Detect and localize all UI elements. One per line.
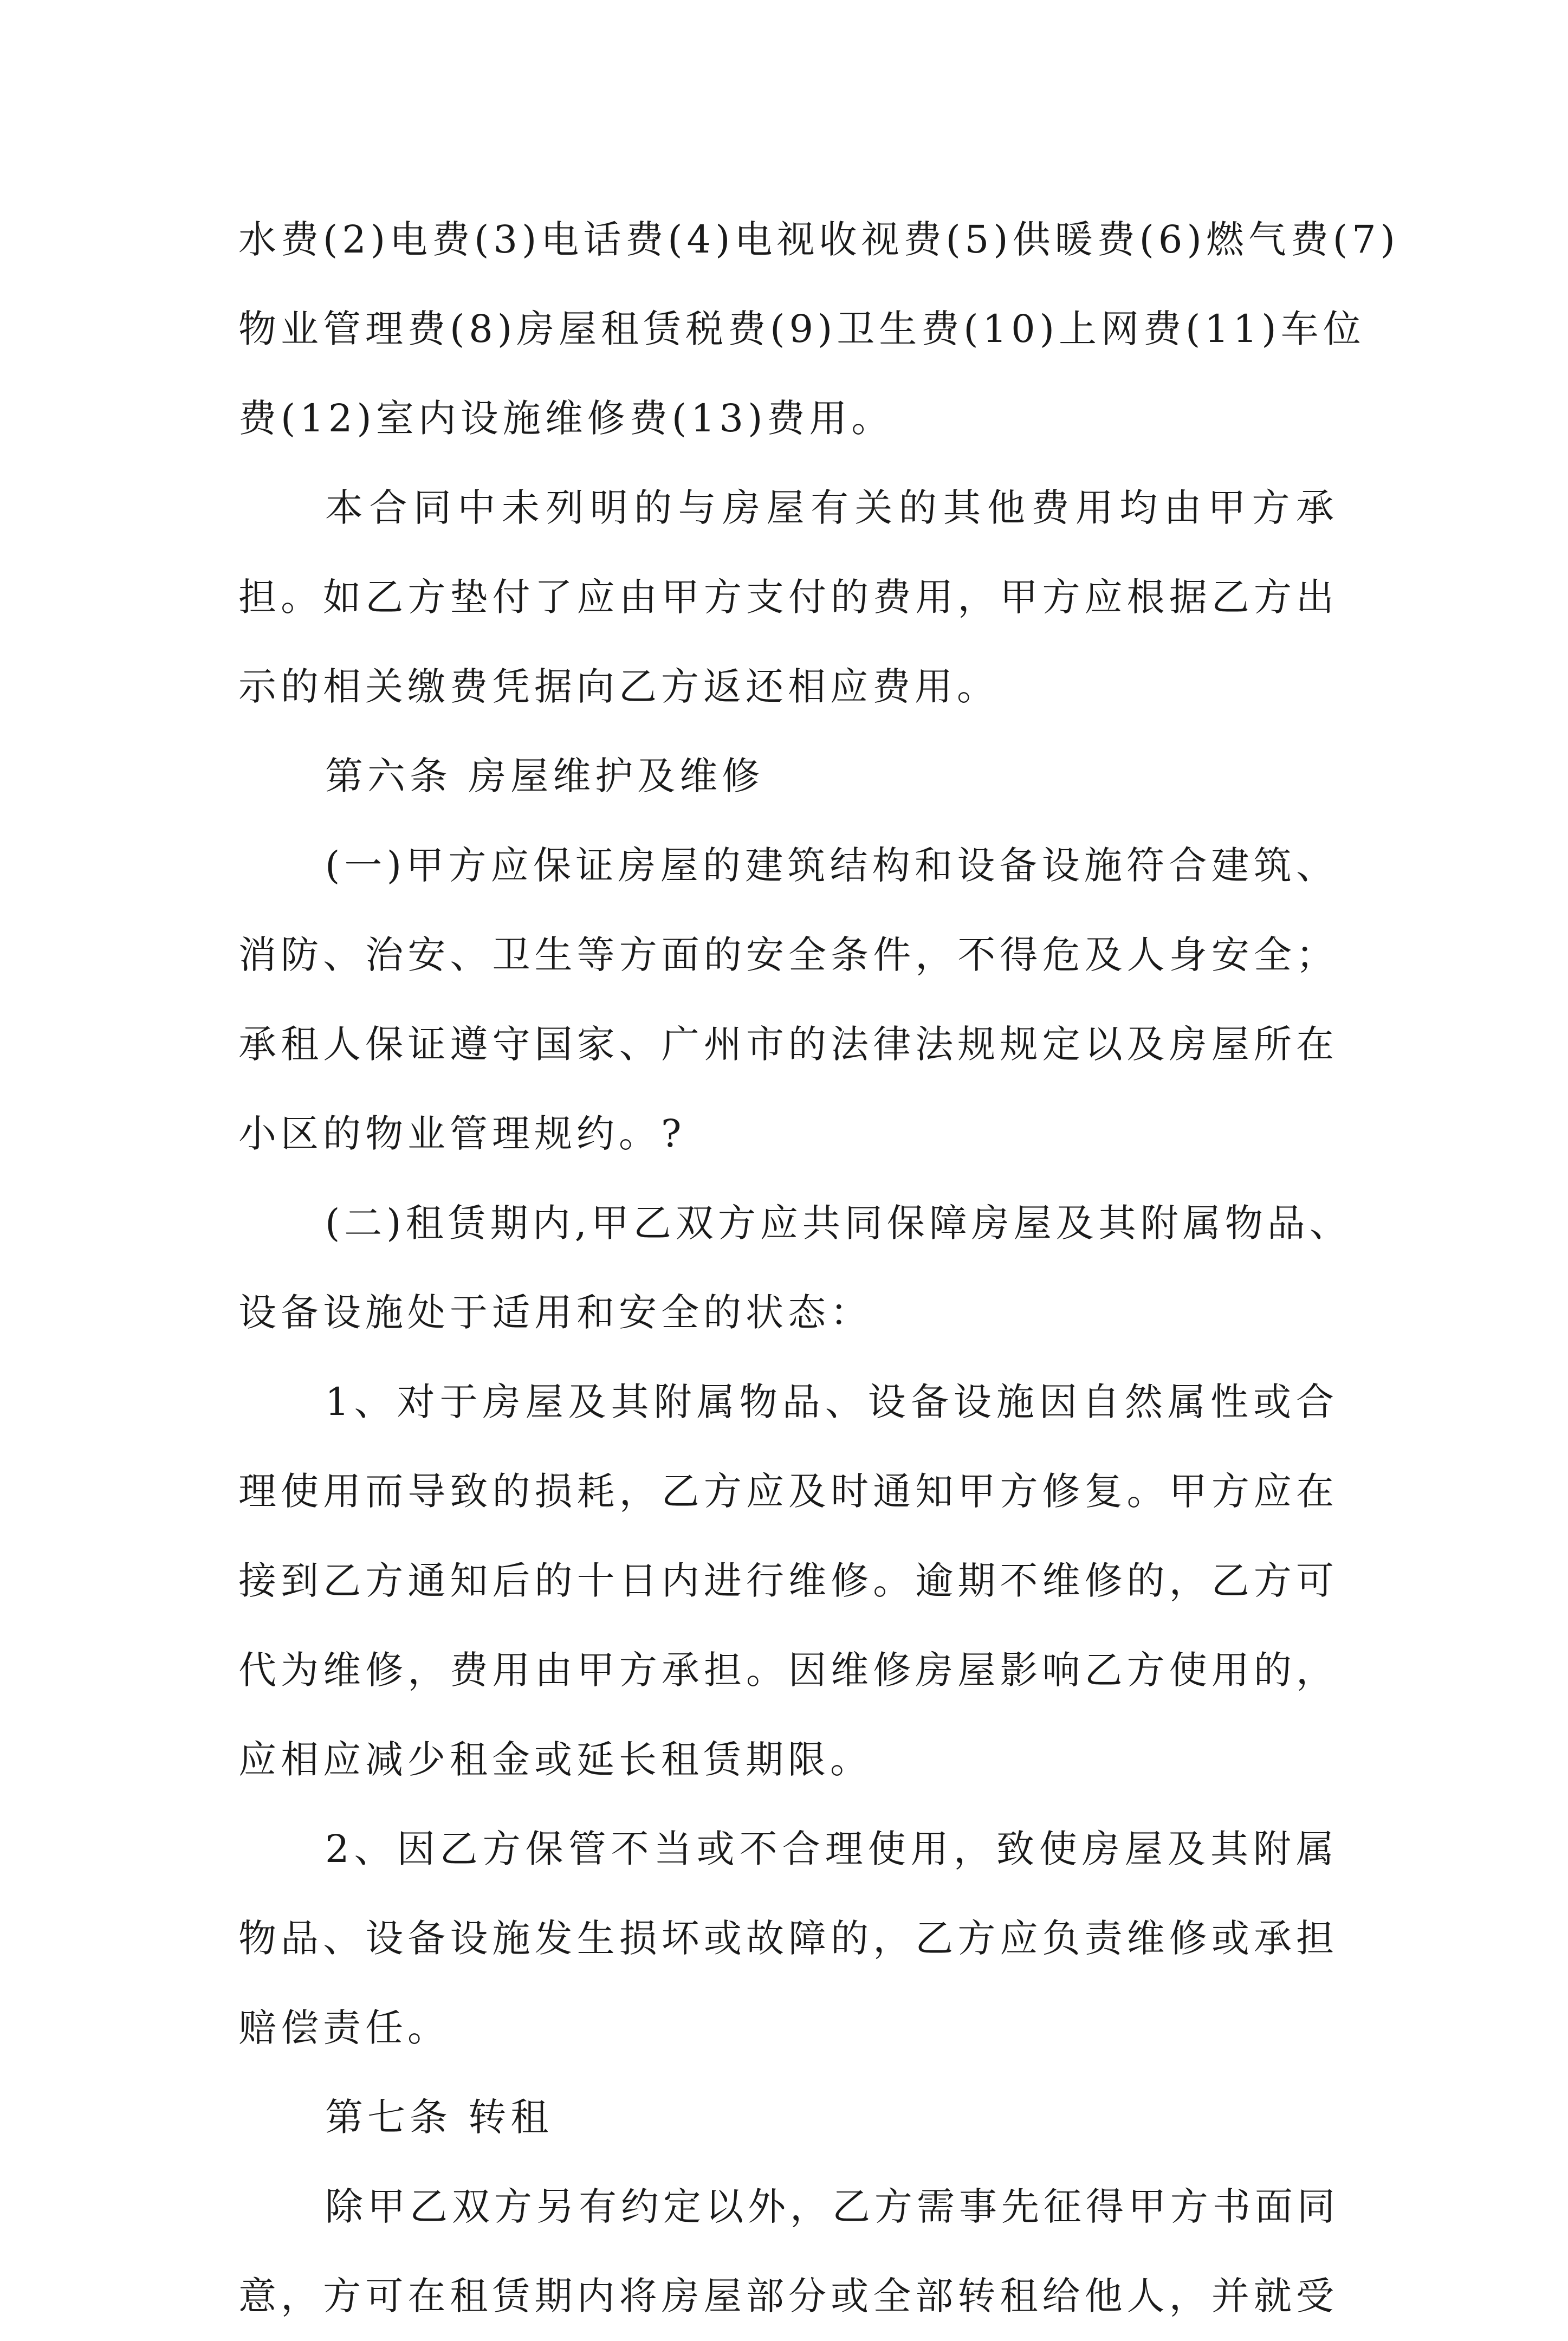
text-line: 水费(2)电费(3)电话费(4)电视收视费(5)供暖费(6)燃气费(7): [238, 217, 1399, 262]
section-heading: 第七条 转租: [325, 2095, 553, 2139]
text-line: 本合同中未列明的与房屋有关的其他费用均由甲方承: [325, 486, 1338, 530]
text-line: 消防、治安、卫生等方面的安全条件，不得危及人身安全；: [238, 933, 1338, 977]
text-line: 担。如乙方垫付了应由甲方支付的费用，甲方应根据乙方出: [238, 575, 1338, 619]
text-line: 除甲乙双方另有约定以外，乙方需事先征得甲方书面同: [325, 2184, 1339, 2229]
text-line: 2、因乙方保管不当或不合理使用，致使房屋及其附属: [325, 1827, 1338, 1871]
text-line: 小区的物业管理规约。?: [238, 1111, 686, 1156]
text-line: 赔偿责任。: [238, 2006, 450, 2050]
document-body: [238, 195, 1399, 2341]
text-line: 承租人保证遵守国家、广州市的法律法规规定以及房屋所在: [238, 1022, 1338, 1066]
text-line: (一)甲方应保证房屋的建筑结构和设备设施符合建筑、: [325, 843, 1338, 888]
text-line: 1、对于房屋及其附属物品、设备设施因自然属性或合: [325, 1380, 1338, 1424]
text-line: 应相应减少租金或延长租赁期限。: [238, 1737, 872, 1782]
text-line: 接到乙方通知后的十日内进行维修。逾期不维修的，乙方可: [238, 1558, 1338, 1603]
text-line: (二)租赁期内,甲乙双方应共同保障房屋及其附属物品、: [325, 1201, 1352, 1245]
text-line: 示的相关缴费凭据向乙方返还相应费用。: [238, 664, 999, 709]
text-line: 设备设施处于适用和安全的状态：: [238, 1290, 872, 1335]
text-line: 代为维修，费用由甲方承担。因维修房屋影响乙方使用的，: [238, 1648, 1338, 1692]
text-line: 物业管理费(8)房屋租赁税费(9)卫生费(10)上网费(11)车位: [238, 307, 1365, 351]
text-line: 意，方可在租赁期内将房屋部分或全部转租给他人，并就受: [238, 2274, 1338, 2318]
text-line: 理使用而导致的损耗，乙方应及时通知甲方修复。甲方应在: [238, 1469, 1338, 1514]
section-heading: 第六条 房屋维护及维修: [325, 754, 764, 798]
text-line: 费(12)室内设施维修费(13)费用。: [238, 396, 894, 441]
text-line: 物品、设备设施发生损坏或故障的，乙方应负责维修或承担: [238, 1916, 1338, 1961]
